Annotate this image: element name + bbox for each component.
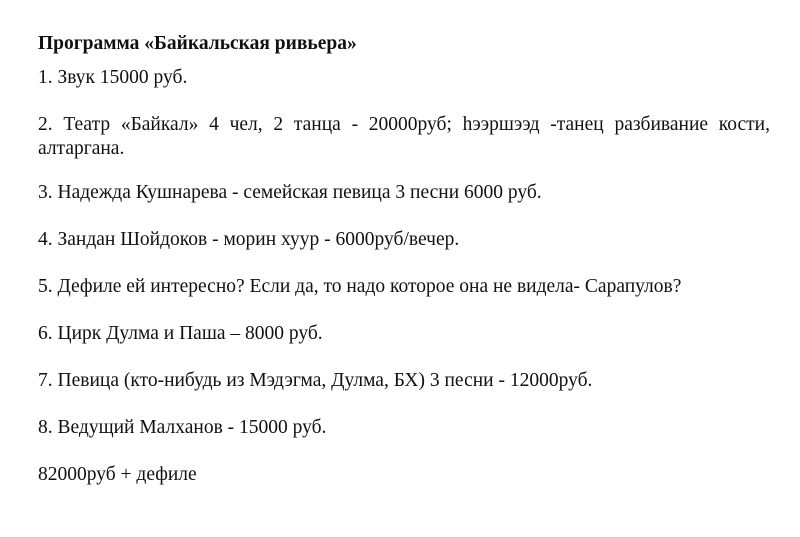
program-total: 82000руб + дефиле [38, 464, 197, 485]
document-title: Программа «Байкальская ривьера» [38, 33, 357, 54]
program-item-morin-khuur: 4. Зандан Шойдоков - морин хуур - 6000руб/вечер. [38, 229, 460, 250]
document-page [38, 30, 770, 487]
program-item-singer: 7. Певица (кто-нибудь из Мэдэгма, Дулма, БХ) 3 песни - 12000руб. [38, 370, 593, 391]
program-item-theatre: 2. Театр «Байкал» 4 чел, 2 танца - 20000руб; һээршээд -танец разбивание кости, алтаргана. [38, 114, 770, 159]
program-item-host: 8. Ведущий Малханов - 15000 руб. [38, 417, 327, 438]
program-item-fashion-show: 5. Дефиле ей интересно? Если да, то надо которое она не видела- Сарапулов? [38, 276, 682, 297]
program-item-singer-kushnareva: 3. Надежда Кушнарева - семейская певица 3 песни 6000 руб. [38, 182, 542, 203]
program-item-sound: 1. Звук 15000 руб. [38, 67, 188, 88]
program-item-circus: 6. Цирк Дулма и Паша – 8000 руб. [38, 323, 323, 344]
